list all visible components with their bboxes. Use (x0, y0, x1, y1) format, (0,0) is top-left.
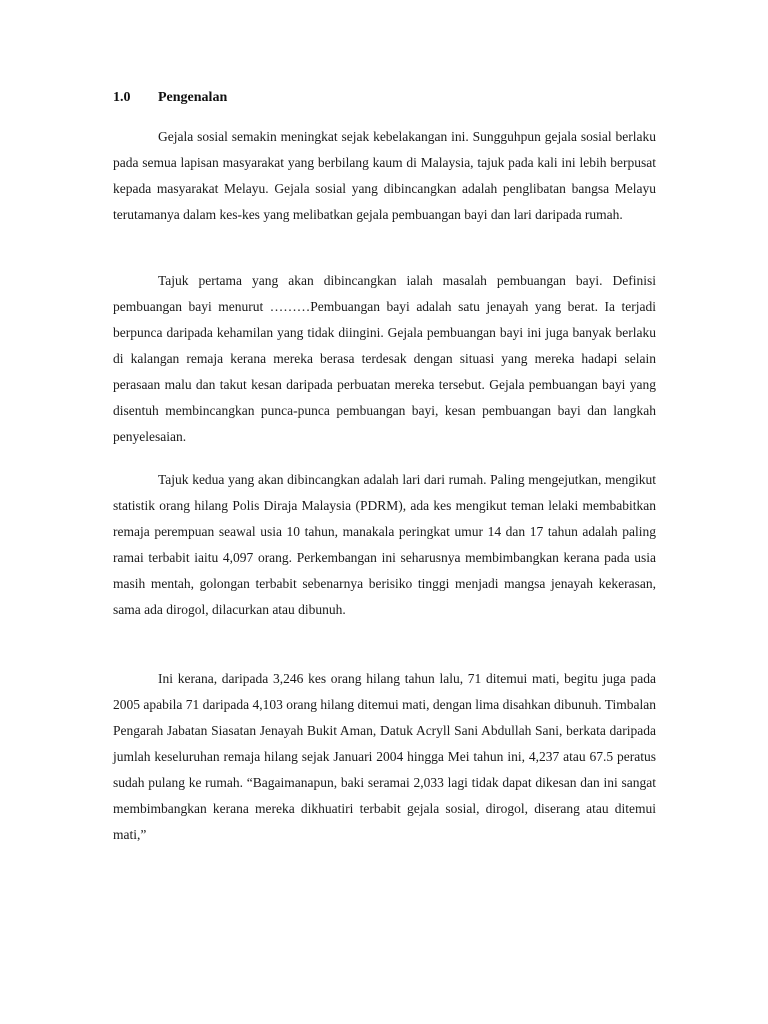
section-title: Pengenalan (158, 90, 228, 105)
paragraph-statistics: Ini kerana, daripada 3,246 kes orang hilang tahun lalu, 71 ditemui mati, begitu juga pada 2005 apabila 71 daripada 4,103 orang hilang ditemui mati, dengan lima disahkan dibunuh. Timbalan Pengarah Jabatan Siasatan Jenayah Bukit Aman, Datuk Acryll Sani Abdullah Sani, berkata daripada jumlah keseluruhan remaja hilang sejak Januari 2004 hingga Mei tahun ini, 4,237 atau 67.5 peratus sudah pulang ke rumah. “Bagaimanapun, baki seramai 2,033 lagi tidak dapat dikesan dan ini sangat membimbangkan kerana mereka dikhuatiri terbabit gejala sosial, dirogol, diserang atau ditemui mati,” (113, 671, 656, 842)
section-heading (113, 90, 227, 106)
paragraph-baby-dumping: Tajuk pertama yang akan dibincangkan ialah masalah pembuangan bayi. Definisi pembuangan bayi menurut ………Pembuangan bayi adalah satu jenayah yang berat. Ia terjadi berpunca daripada kehamilan yang tidak diingini. Gejala pembuangan bayi ini juga banyak berlaku di kalangan remaja kerana mereka berasa terdesak dengan situasi yang mereka hadapi selain perasaan malu dan takut kesan daripada perbuatan mereka tersebut. Gejala pembuangan bayi yang disentuh membincangkan punca-punca pembuangan bayi, kesan pembuangan bayi dan langkah penyelesaian. (113, 273, 656, 444)
paragraph-intro: Gejala sosial semakin meningkat sejak kebelakangan ini. Sungguhpun gejala sosial berlaku pada semua lapisan masyarakat yang berbilang kaum di Malaysia, tajuk pada kali ini lebih berpusat kepada masyarakat Melayu. Gejala sosial yang dibincangkan adalah penglibatan bangsa Melayu terutamanya dalam kes-kes yang melibatkan gejala pembuangan bayi dan lari daripada rumah. (113, 129, 656, 222)
paragraph-runaway: Tajuk kedua yang akan dibincangkan adalah lari dari rumah. Paling mengejutkan, mengikut statistik orang hilang Polis Diraja Malaysia (PDRM), ada kes mengikut teman lelaki membabitkan remaja perempuan seawal usia 10 tahun, manakala peringkat umur 14 dan 17 tahun adalah paling ramai terbabit iaitu 4,097 orang. Perkembangan ini seharusnya membimbangkan kerana pada usia masih mentah, golongan terbabit sebenarnya berisiko tinggi menjadi mangsa jenayah kekerasan, sama ada dirogol, dilacurkan atau dibunuh. (113, 472, 656, 617)
section-number: 1.0 (113, 90, 131, 105)
